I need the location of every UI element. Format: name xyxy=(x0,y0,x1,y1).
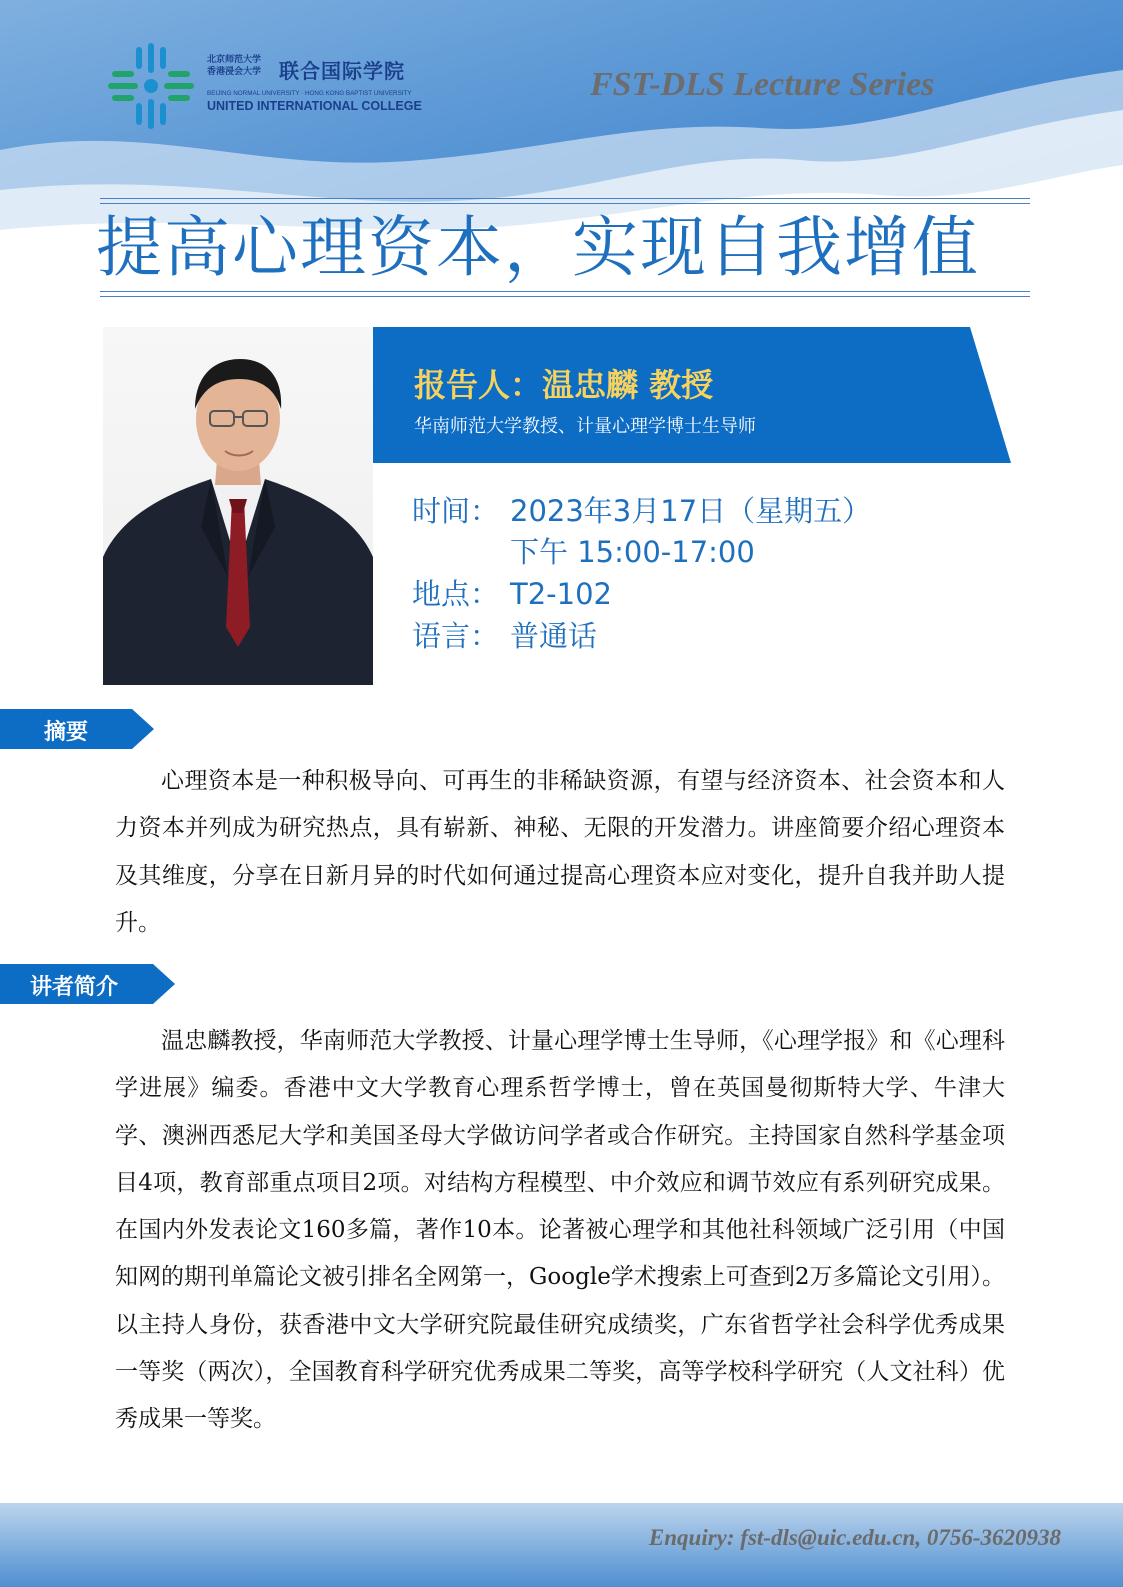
footer-bar xyxy=(0,1503,1123,1587)
detail-venue xyxy=(412,575,612,613)
uic-logo-text xyxy=(207,52,447,122)
abstract-paragraph: 心理资本是一种积极导向、可再生的非稀缺资源，有望与经济资本、社会资本和人力资本并列成为研究热点，具有崭新、神秘、无限的开发潜力。讲座简要介绍心理资本及其维度，分享在日新月异的时代如何通过提高心理资本应对变化，提升自我并助人提升。 xyxy=(115,768,1005,936)
bio-text xyxy=(115,1018,1005,1444)
event-language: 普通话 xyxy=(510,619,598,653)
lecture-title: 提高心理资本，实现自我增值 xyxy=(96,209,980,286)
language-label: 语言： xyxy=(412,619,500,653)
abstract-heading-tag xyxy=(0,709,155,749)
logo-cn-name: 联合国际学院 xyxy=(279,59,405,83)
logo-cn-line2: 香港浸会大学 xyxy=(207,67,262,77)
abstract-heading: 摘要 xyxy=(44,720,89,745)
time-label: 时间： xyxy=(412,494,500,528)
title-divider-bottom xyxy=(100,291,1030,297)
title-divider-top xyxy=(100,198,1030,204)
logo-en-line1: BEIJING NORMAL UNIVERSITY · HONG KONG BAPTIST UNIVERSITY xyxy=(207,90,412,97)
event-venue: T2-102 xyxy=(510,577,612,611)
uic-logo-mark-icon xyxy=(105,40,197,132)
event-date: 2023年3月17日（星期五） xyxy=(510,494,872,528)
enquiry-contact: Enquiry: fst-dls@uic.edu.cn, 0756-3620938 xyxy=(648,1525,1061,1550)
bio-paragraph: 温忠麟教授，华南师范大学教授、计量心理学博士生导师，《心理学报》和《心理科学进展》编委。香港中文大学教育心理系哲学博士，曾在英国曼彻斯特大学、牛津大学、澳洲西悉尼大学和美国圣母大学做访问学者或合作研究。主持国家自然科学基金项目4项，教育部重点项目2项。对结构方程模型、中介效应和调节效应有系列研究成果。在国内外发表论文160多篇，著作10本。论著被心理学和其他社科领域广泛引用（中国知网的期刊单篇论文被引排名全网第一，Google学术搜索上可查到2万多篇论文引用）。以主持人身份，获香港中文大学研究院最佳研究成绩奖，广东省哲学社会科学优秀成果一等奖（两次），全国教育科学研究优秀成果二等奖，高等学校科学研究（人文社科）优秀成果一等奖。 xyxy=(115,1028,1005,1433)
speaker-name: 报告人：温忠麟 教授 xyxy=(414,366,714,404)
bio-heading: 讲者简介 xyxy=(30,975,119,1000)
abstract-text xyxy=(115,758,1005,947)
bio-heading-tag xyxy=(0,964,176,1004)
uic-logo xyxy=(105,40,445,132)
logo-cn-line1: 北京师范大学 xyxy=(207,55,262,65)
series-title: FST-DLS Lecture Series xyxy=(590,66,935,103)
detail-language xyxy=(412,617,597,655)
speaker-portrait-image xyxy=(103,327,373,685)
logo-en-line2: UNITED INTERNATIONAL COLLEGE xyxy=(207,99,422,113)
speaker-role: 华南师范大学教授、计量心理学博士生导师 xyxy=(414,416,756,437)
detail-time xyxy=(412,492,871,530)
speaker-portrait xyxy=(103,327,373,685)
venue-label: 地点： xyxy=(412,577,500,611)
event-time: 下午 15:00-17:00 xyxy=(510,535,755,569)
